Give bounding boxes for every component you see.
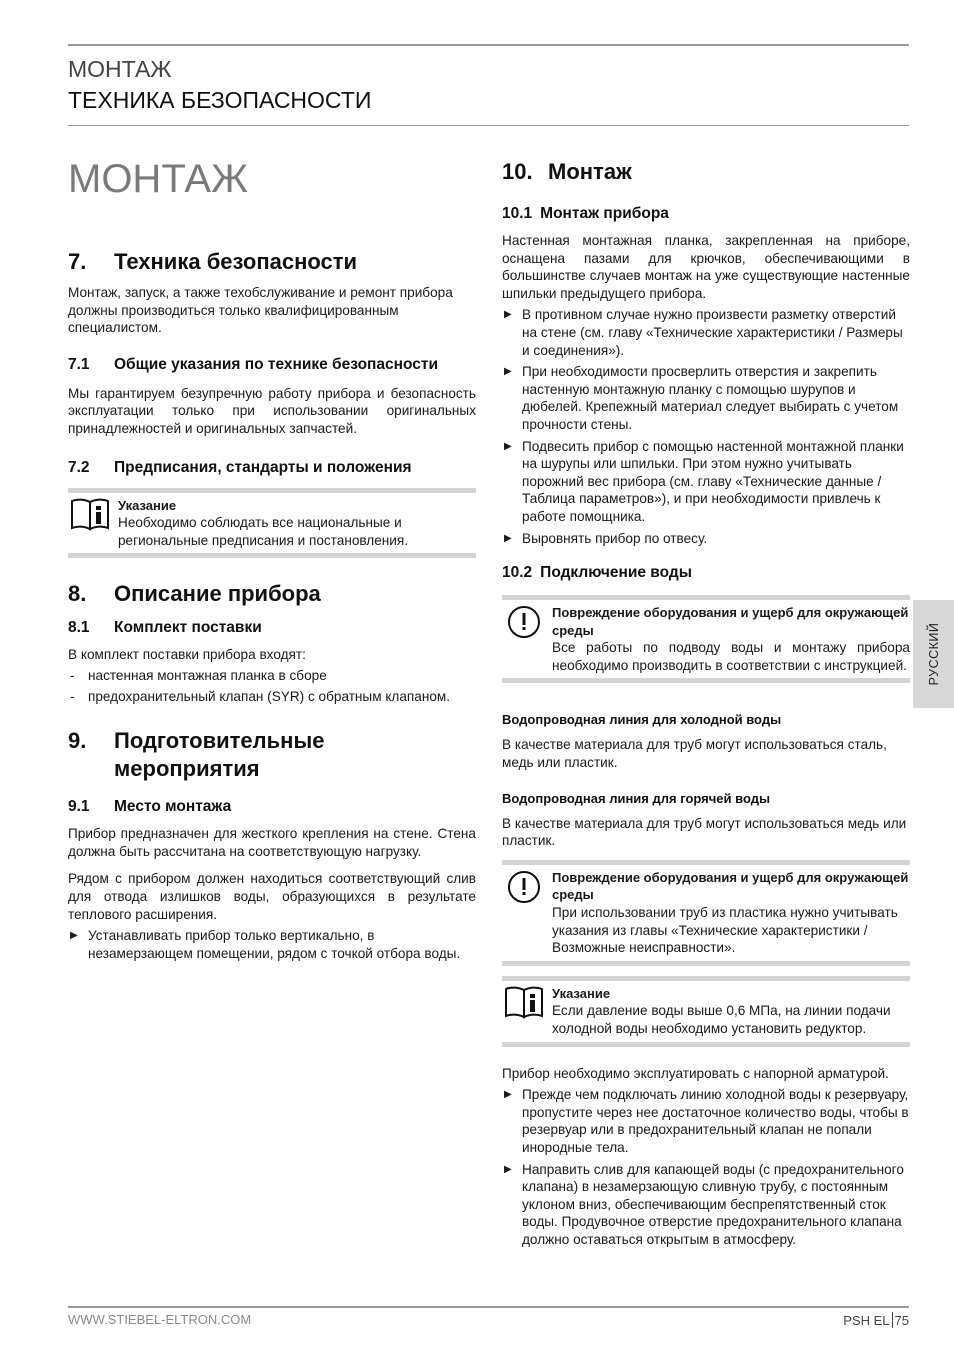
language-tab-label: РУССКИЙ xyxy=(926,622,941,686)
triangle-bullet-icon: ▶ xyxy=(504,1089,512,1101)
page-number: 75 xyxy=(894,1313,909,1328)
section-10-1-text: Настенная монтажная планка, закрепленная на приборе, оснащена пазами для крючков, обеспечивающими в большинстве случаев монтаж на уже существующие настенные шпильки предыдущего прибора. xyxy=(502,233,910,301)
list-item xyxy=(502,1161,910,1249)
list-item xyxy=(502,306,910,359)
page-title: МОНТАЖ xyxy=(68,157,249,201)
triangle-bullet-icon: ▶ xyxy=(504,1163,512,1175)
list-item-text: При необходимости просверлить отверстия и закрепить настенную монтажную планку с помощью шурупов и дюбелей. Крепежный материал следует выбирать с учетом прочности стены. xyxy=(522,364,899,432)
info-book-icon xyxy=(68,497,118,550)
triangle-bullet-icon: ▶ xyxy=(504,440,512,452)
list-item xyxy=(502,363,910,433)
left-column xyxy=(68,248,476,962)
section-title: Комплект поставки xyxy=(114,619,262,637)
warning-box xyxy=(502,595,910,683)
note-title: Указание xyxy=(552,985,611,1001)
final-text: Прибор необходимо эксплуатировать с напорной арматурой. xyxy=(502,1065,889,1081)
section-10-1-heading xyxy=(502,204,910,224)
list-item xyxy=(68,927,476,962)
cold-water-heading: Водопроводная линия для холодной воды xyxy=(502,712,782,728)
section-title: Монтаж xyxy=(548,159,632,184)
list-item xyxy=(502,530,910,548)
section-title: Описание прибора xyxy=(114,581,321,607)
triangle-bullet-icon: ▶ xyxy=(504,366,512,378)
list-item xyxy=(68,688,476,706)
note-title: Указание xyxy=(118,497,177,513)
list-item-text: Устанавливать прибор только вертикально, в незамерзающем помещении, рядом с точкой отбора воды. xyxy=(88,928,461,961)
hot-water-heading: Водопроводная линия для горячей воды xyxy=(502,790,771,806)
section-7-1-text: Мы гарантируем безупречную работу прибора и безопасность эксплуатации только при использовании оригинальных принадлежностей и оригинальных запчастей. xyxy=(68,385,476,436)
section-number: 8. xyxy=(68,581,87,607)
section-10-2-heading xyxy=(502,563,910,583)
section-number: 10. xyxy=(502,159,533,184)
section-10-heading xyxy=(502,158,910,186)
note-text: Если давление воды выше 0,6 МПа, на линии подачи холодной воды необходимо установить редуктор. xyxy=(552,1003,891,1036)
section-number: 9. xyxy=(68,728,87,754)
note-text: Необходимо соблюдать все национальные и региональные предписания и постановления. xyxy=(118,515,409,548)
header-section: ТЕХНИКА БЕЗОПАСНОСТИ xyxy=(68,87,372,113)
header-chapter: МОНТАЖ xyxy=(68,56,172,82)
list-item-text: предохранительный клапан (SYR) с обратным клапаном. xyxy=(88,688,451,704)
cold-water-text: В качестве материала для труб могут использоваться сталь, медь или пластик. xyxy=(502,737,887,771)
footer-page-info xyxy=(843,1312,909,1328)
warning-title: Повреждение оборудования и ущерб для окружающей среды xyxy=(552,869,909,903)
section-title: Монтаж прибора xyxy=(540,205,669,222)
section-title: Подключение воды xyxy=(540,564,692,582)
section-number: 9.1 xyxy=(68,798,90,816)
section-8-1-heading xyxy=(68,618,476,638)
note-box xyxy=(502,976,910,1047)
section-7-1-heading xyxy=(68,355,476,375)
section-number: 7.2 xyxy=(68,458,90,476)
triangle-bullet-icon: ▶ xyxy=(70,930,78,942)
footer-website: WWW.STIEBEL-ELTRON.COM xyxy=(68,1312,252,1327)
section-7-intro: Монтаж, запуск, а также техобслуживание и ремонт прибора должны производиться только квалифицированным специалистом. xyxy=(68,285,453,336)
section-title: Подготовительные мероприятия xyxy=(114,728,325,782)
list-item-text: Направить слив для капающей воды (с предохранительного клапана) в незамерзающую сливную трубу, с постоянным уклоном вниз, обеспечивающим беспрепятственный сток воды. Продувочное отверстие предохранительного клапана должно оставаться открытым в атмосферу. xyxy=(522,1161,904,1247)
section-9-1-heading xyxy=(68,797,476,817)
section-title: Место монтажа xyxy=(114,798,232,816)
section-number: 8.1 xyxy=(68,619,90,637)
footer-separator xyxy=(892,1312,893,1328)
section-number: 7.1 xyxy=(68,355,90,373)
section-title: Предписания, стандарты и положения xyxy=(114,458,412,476)
dash-marker: - xyxy=(70,688,75,704)
section-title: Общие указания по технике безопасности xyxy=(114,355,439,373)
section-number: 10.2 xyxy=(502,564,533,582)
list-item-text: В противном случае нужно произвести разметку отверстий на стене (см. главу «Технические характеристики / Размеры и соединения»). xyxy=(522,307,903,358)
list-item-text: Подвесить прибор с помощью настенной монтажной планки на шурупы или шпильки. При этом нужно учитывать порожний вес прибора (см. главу «Технические данные / Таблица параметров»), и при необходимости привлечь к работе помощника. xyxy=(522,438,904,524)
triangle-bullet-icon: ▶ xyxy=(504,309,512,321)
language-tab xyxy=(913,600,954,708)
footer-rule xyxy=(68,1306,909,1308)
section-number: 10.1 xyxy=(502,205,533,222)
section-7-heading xyxy=(68,248,476,276)
section-8-heading xyxy=(68,580,476,608)
section-title: Техника безопасности xyxy=(114,249,358,274)
note-box xyxy=(68,488,476,559)
triangle-bullet-icon: ▶ xyxy=(504,532,512,544)
warning-text: Все работы по подводу воды и монтажу прибора необходимо производить в соответствии с инструкцией. xyxy=(552,640,910,673)
list-item-text: настенная монтажная планка в сборе xyxy=(88,667,327,683)
list-item xyxy=(502,438,910,526)
warning-exclamation-icon xyxy=(502,869,552,957)
section-number: 7. xyxy=(68,249,87,274)
warning-text: При использовании труб из пластика нужно учитывать указания из главы «Технические характеристики / Возможные неисправности». xyxy=(552,905,898,956)
section-9-heading xyxy=(68,727,476,783)
list-item-text: Прежде чем подключать линию холодной воды к резервуару, пропустите через нее достаточное количество воды, чтобы в резервуар или в предохранительный клапан не попали инородные тела. xyxy=(522,1087,909,1155)
section-7-2-heading xyxy=(68,458,476,478)
warning-exclamation-icon xyxy=(502,604,552,674)
section-9-1-paragraph-1: Прибор предназначен для жесткого крепления на стене. Стена должна быть рассчитана на соответствующую нагрузку. xyxy=(68,826,476,859)
list-item xyxy=(502,1086,910,1156)
right-column xyxy=(502,158,910,1249)
warning-box xyxy=(502,860,910,966)
list-item xyxy=(68,667,476,685)
list-item-text: Выровнять прибор по отвесу. xyxy=(522,530,708,546)
header-rule xyxy=(68,125,909,126)
hot-water-text: В качестве материала для труб могут использоваться медь или пластик. xyxy=(502,815,907,849)
warning-title: Повреждение оборудования и ущерб для окружающей среды xyxy=(552,605,909,638)
footer-doc-name: PSH EL xyxy=(843,1313,890,1328)
info-book-icon xyxy=(502,985,552,1038)
section-8-1-text: В комплект поставки прибора входят: xyxy=(68,647,306,663)
top-rule xyxy=(68,44,909,46)
dash-marker: - xyxy=(70,667,75,683)
section-9-1-paragraph-2: Рядом с прибором должен находиться соответствующий слив для отвода излишков воды, образующихся в результате теплового расширения. xyxy=(68,871,476,922)
